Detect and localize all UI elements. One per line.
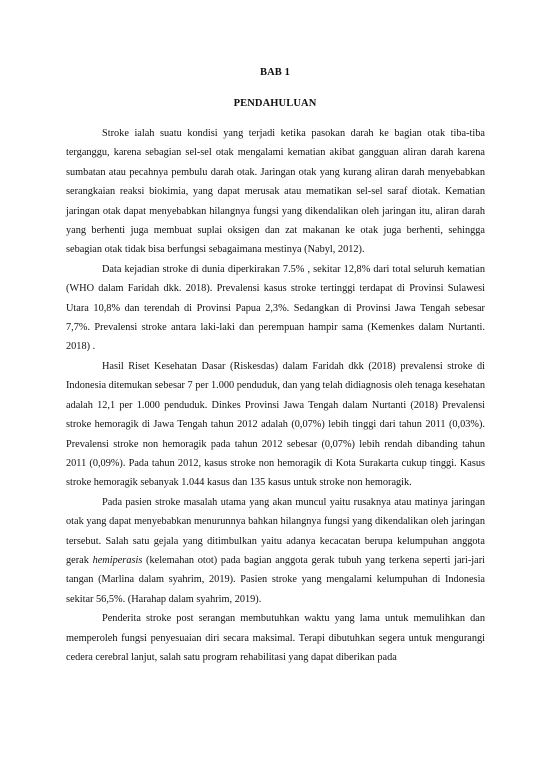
paragraph-world-data: Data kejadian stroke di dunia diperkirakan 7.5% , sekitar 12,8% dari total seluruh kematian (WHO dalam Faridah dkk. 2018). Prevalensi kasus stroke tertinggi terdapat di Provinsi Sulawesi Utara 10,8% dan terendah di Provinsi Papua 2,3%. Sedangkan di Provinsi Jawa Tengah sebesar 7,7%. Prevalensi stroke antara laki-laki dan perempuan hampir sama (Kemenkes dalam Nurtanti. 2018) . bbox=[66, 263, 485, 353]
paragraph-text: Pada pasien stroke masalah utama yang akan muncul yaitu rusaknya atau matinya jaringan otak yang dapat menyebabkan menurunnya bahkan hilangnya fungsi yang dikendalikan oleh jaringan tersebut. Salah satu gejala yang ditimbulkan yaitu adanya kecacatan berupa kelumpuhan anggota gerak bbox=[66, 496, 485, 566]
paragraph-rehabilitation: Penderita stroke post serangan membutuhkan waktu yang lama untuk memulihkan dan memperoleh fungsi penyesuaian diri secara maksimal. Terapi dibutuhkan segera untuk mengurangi cedera cerebral lanjut, salah satu program rehabilitasi yang dapat diberikan pada bbox=[66, 613, 485, 663]
italic-term: hemiperasis bbox=[92, 554, 143, 566]
chapter-title: PENDAHULUAN bbox=[233, 98, 317, 109]
paragraph-main-problem bbox=[66, 493, 485, 609]
paragraph-riskesdas: Hasil Riset Kesehatan Dasar (Riskesdas) dalam Faridah dkk (2018) prevalensi stroke di Indonesia ditemukan sebesar 7 per 1.000 penduduk, dan yang telah didiagnosis oleh tenaga kesehatan adalah 12,1 per 1.000 penduduk. Dinkes Provinsi Jawa Tengah dalam Nurtanti (2018) Prevalensi stroke hemoragik di Jawa Tengah tahun 2012 adalah (0,07%) lebih tinggi dari tahun 2011 (0,03%). Prevalensi stroke non hemoragik pada tahun 2012 sebesar (0,07%) lebih rendah dibanding tahun 2011 (0,09%). Pada tahun 2012, kasus stroke non hemoragik di Kota Surakarta cukup tinggi. Kasus stroke hemoragik sebanyak 1.044 kasus dan 135 kasus untuk stroke non hemoragik. bbox=[66, 360, 485, 489]
document-body bbox=[66, 124, 485, 667]
paragraph-definition: Stroke ialah suatu kondisi yang terjadi ketika pasokan darah ke bagian otak tiba-tiba terganggu, karena sebagian sel-sel otak mengalami kematian akibat gangguan aliran darah karena sumbatan atau pecahnya pembulu darah otak. Jaringan otak yang kurang aliran darah menyebabkan serangkaian reaksi biokimia, yang dapat merusak atau mematikan sel-sel saraf diotak. Kematian jaringan otak dapat menyebabkan hilangnya fungsi yang dikendalikan oleh jaringan itu, aliran darah yang berhenti juga membuat suplai oksigen dan zat makanan ke otak juga berhenti, sehingga sebagian otak tidak bisa berfungsi sebagaimana mestinya (Nabyl, 2012). bbox=[66, 128, 485, 256]
chapter-heading: BAB 1 bbox=[260, 67, 290, 78]
paragraph-text: (kelemahan otot) pada bagian anggota gerak tubuh yang terkena seperti jari-jari tangan (Marlina dalam syahrim, 2019). Pasien stroke yang mengalami kelumpuhan di Indonesia sekitar 56,5%. (Harahap dalam syahrim, 2019). bbox=[66, 554, 485, 605]
